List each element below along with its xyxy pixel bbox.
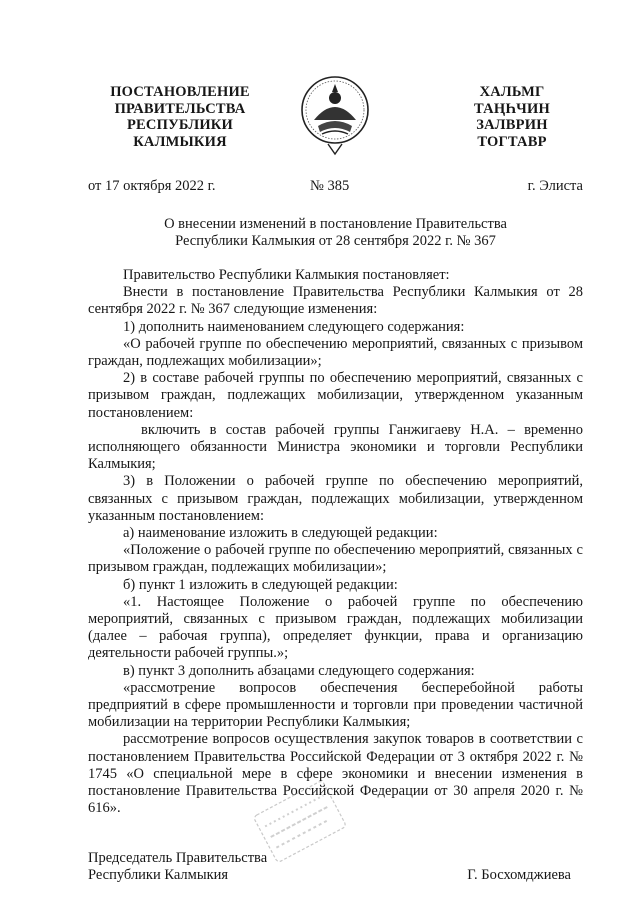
paragraph: б) пункт 1 изложить в следующей редакции: bbox=[123, 576, 398, 593]
header-line: ЗАЛВРИН bbox=[476, 117, 548, 133]
paragraph: «О рабочей группе по обеспечению мероприятий, связанных с призывом граждан, подлежащих мобилизации»; bbox=[88, 335, 583, 370]
paragraph: Внести в постановление Правительства Республики Калмыкия от 28 сентября 2022 г. № 367 следующие изменения: bbox=[88, 284, 583, 318]
paragraph: 1) дополнить наименованием следующего содержания: bbox=[123, 318, 465, 335]
document-title bbox=[88, 216, 583, 249]
signatory-name: Г. Босхомджиева bbox=[467, 867, 571, 883]
header-line: ПОСТАНОВЛЕНИЕ bbox=[110, 84, 250, 100]
header-line: КАЛМЫКИЯ bbox=[133, 133, 227, 150]
header-line: РЕСПУБЛИКИ bbox=[126, 117, 234, 133]
paragraph: 3) в Положении о рабочей группе по обеспечению мероприятий, связанных с призывом граждан, подлежащих мобилизации, утвержденном указанным постановлением: bbox=[88, 473, 583, 524]
paragraph: рассмотрение вопросов осуществления закупок товаров в соответствии с постановлением Правительства Российской Федерации от 3 октября 2022 г. № 1745 «О специальной мере в сфере экономики и внесении изменения в постановление Правительства Российской Федерации от 30 апреля 2020 г. № 616». bbox=[88, 731, 583, 817]
document-body bbox=[88, 267, 583, 818]
document-date: от 17 октября 2022 г. bbox=[88, 178, 216, 194]
header-line: ХАЛЬМГ bbox=[479, 84, 545, 100]
dateline bbox=[88, 178, 583, 198]
signature-block bbox=[88, 850, 583, 884]
position-line: Республики Калмыкия bbox=[88, 867, 229, 883]
title-line: Республики Калмыкия от 28 сентября 2022 г. № 367 bbox=[175, 232, 496, 249]
header-russian bbox=[92, 84, 268, 150]
header-kalmyk bbox=[452, 84, 572, 150]
header-line: ТАҢҺЧИН bbox=[474, 100, 550, 117]
paragraph: «1. Настоящее Положение о рабочей группе по обеспечению мероприятий, связанных с призывом граждан, подлежащих мобилизации (далее – рабочая группа), определяет функции, права и организацию деятельности рабочей группы.»; bbox=[88, 593, 583, 662]
paragraph: 2) в составе рабочей группы по обеспечению мероприятий, связанных с призывом граждан, подлежащих мобилизации, утвержденном указанным постановлением: bbox=[88, 370, 583, 421]
paragraph: в) пункт 3 дополнить абзацами следующего содержания: bbox=[123, 662, 475, 679]
header-line: ПРАВИТЕЛЬСТВА bbox=[114, 100, 246, 117]
header-line: ТОГТАВР bbox=[477, 133, 547, 150]
kalmykia-coat-of-arms-icon bbox=[300, 70, 370, 156]
document-number: № 385 bbox=[310, 178, 350, 194]
paragraph: «Положение о рабочей группе по обеспечению мероприятий, связанных с призывом граждан, подлежащих мобилизации»; bbox=[88, 542, 583, 576]
title-line: О внесении изменений в постановление Правительства bbox=[164, 216, 507, 232]
paragraph: а) наименование изложить в следующей редакции: bbox=[123, 525, 438, 542]
document-city: г. Элиста bbox=[527, 178, 583, 194]
paragraph: Правительство Республики Калмыкия постановляет: bbox=[123, 267, 450, 283]
paragraph: включить в состав рабочей группы Ганжигаеву Н.А. – временно исполняющего обязанности Министра экономики и торговли Республики Калмыкия; bbox=[88, 421, 583, 473]
paragraph: «рассмотрение вопросов обеспечения бесперебойной работы предприятий в сфере промышленности и торговли при проведении частичной мобилизации на территории Республики Калмыкия; bbox=[88, 679, 583, 731]
position-line: Председатель Правительства bbox=[88, 850, 268, 866]
